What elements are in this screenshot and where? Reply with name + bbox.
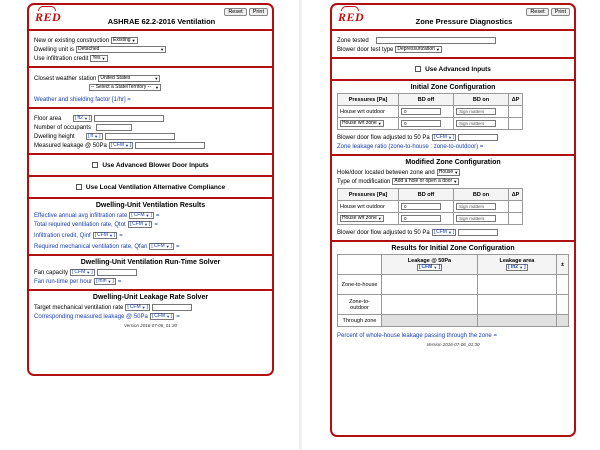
- req-mech-text: Required mechanical ventilation rate, Qfan: [34, 243, 148, 250]
- col-bd-on: BD on: [454, 189, 509, 201]
- runtime-title: Dwelling-Unit Ventilation Run-Time Solver: [80, 259, 221, 266]
- chevron-down-icon: ▼: [143, 222, 148, 227]
- chevron-down-icon: ▼: [454, 170, 459, 175]
- zone-house-leak: [382, 275, 478, 295]
- target-mech-input[interactable]: [152, 304, 192, 311]
- bd-flow-input[interactable]: [458, 134, 498, 141]
- leak-solver-title: Dwelling-Unit Leakage Rate Solver: [92, 294, 209, 301]
- zone-outdoor-leak: [382, 295, 478, 315]
- fan-runtime-unit-select[interactable]: [ min ▼ ]: [96, 278, 114, 284]
- chevron-down-icon: ▼: [435, 47, 440, 52]
- results-title: Dwelling-Unit Ventilation Results: [95, 202, 206, 209]
- chevron-down-icon: ▼: [131, 38, 136, 43]
- hole-label: Hole/door located between zone and: [337, 169, 435, 176]
- leakage-label: Measured leakage @ 50Pa: [34, 142, 107, 149]
- house-zone-bd-off-input[interactable]: 0: [401, 120, 441, 127]
- floor-area-label: Floor area: [34, 115, 62, 122]
- mod-bd-flow-label: Blower door flow adjusted to 50 Pa: [337, 229, 430, 236]
- version-text: Version 2016-07-06_01:30: [123, 323, 178, 328]
- table-row: [338, 213, 523, 225]
- chevron-down-icon: ▼: [377, 216, 382, 221]
- row-label: House wrt outdoor: [338, 106, 399, 118]
- panel-header: [29, 5, 272, 29]
- table-row: [338, 275, 569, 295]
- leakage-unit-select[interactable]: [ CFM ▼ ]: [110, 142, 132, 148]
- version-text: Version 2016-07-06_01:30: [426, 342, 480, 347]
- chevron-down-icon: ▼: [107, 279, 112, 284]
- house-outdoor-dp: [509, 106, 523, 118]
- mod-house-zone-bd-on-input[interactable]: Sign matters: [456, 215, 496, 222]
- panel-header: [332, 5, 574, 29]
- results-table: [337, 254, 569, 327]
- country-select[interactable]: United States ▼: [100, 75, 159, 81]
- col-bd-off: BD off: [399, 189, 454, 201]
- infil-credit-select[interactable]: Yes ▼: [92, 55, 106, 61]
- mod-bd-flow-input[interactable]: [458, 229, 498, 236]
- chevron-down-icon: ▼: [165, 244, 170, 249]
- weather-label: Closest weather station: [34, 75, 97, 82]
- fan-cap-input[interactable]: [97, 269, 137, 276]
- chevron-down-icon: ▼: [447, 230, 452, 235]
- occupants-input[interactable]: [96, 124, 132, 131]
- page-title: Zone Pressure Diagnostics: [415, 17, 513, 26]
- res-col-leak: Leakage @ 50Pa [ CFM ▼ ]: [382, 255, 478, 275]
- construction-select[interactable]: Existing ▼: [113, 37, 136, 43]
- chevron-down-icon: ▼: [101, 56, 106, 61]
- row-label: Zone-to-house: [338, 275, 382, 295]
- mod-house-outdoor-bd-off-input[interactable]: 0: [401, 203, 441, 210]
- construction-label: New or existing construction: [34, 37, 110, 44]
- chevron-down-icon: ▼: [447, 135, 452, 140]
- floor-area-input[interactable]: [94, 115, 164, 122]
- mod-type-label: Type of modification: [337, 178, 391, 185]
- modified-title: Modified Zone Configuration: [405, 159, 501, 166]
- zone-outdoor-pm: [557, 295, 569, 315]
- table-row: [338, 295, 569, 315]
- blower-type-select[interactable]: Depressurization ▼: [397, 46, 440, 52]
- house-outdoor-bd-off-input[interactable]: 0: [401, 108, 441, 115]
- page-title: ASHRAE 62.2-2016 Ventilation: [107, 17, 216, 26]
- res-col-area: Leakage area [ in2 ▼ ]: [477, 255, 556, 275]
- zone-leak-ratio-text: Zone leakage ratio (zone-to-house : zone-to-outdoor) =: [337, 143, 484, 150]
- corr-leak-unit-select[interactable]: [ CFM ▼ ]: [151, 313, 173, 319]
- res-col-pm: ±: [557, 255, 569, 275]
- state-select[interactable]: -- Select a State/Territory -- ▼: [91, 84, 159, 90]
- col-pressures: Pressures [Pa]: [338, 94, 399, 106]
- height-input[interactable]: [105, 133, 175, 140]
- mod-bd-flow-unit-select[interactable]: [ CFM ▼ ]: [433, 229, 455, 235]
- chevron-down-icon: ▼: [86, 270, 91, 275]
- mod-house-outdoor-bd-on-input[interactable]: Sign matters: [456, 203, 496, 210]
- chevron-down-icon: ▼: [155, 85, 159, 90]
- zone-house-pm: [557, 275, 569, 295]
- occupants-label: Number of occupants: [34, 124, 92, 131]
- fan-runtime-text: Fan run-time per hour: [34, 278, 93, 285]
- chevron-down-icon: ▼: [145, 213, 150, 218]
- target-mech-label: Target mechanical ventilation rate: [34, 304, 124, 311]
- zone-outdoor-area: [477, 295, 556, 315]
- adv-blower-label: Use Advanced Blower Door Inputs: [102, 161, 209, 169]
- dwelling-label: Dwelling unit is: [34, 46, 75, 53]
- chevron-down-icon: ▼: [377, 121, 382, 126]
- through-area: [477, 315, 556, 327]
- corr-leak-text: Corresponding measured leakage @ 50Pa: [34, 313, 148, 320]
- bd-flow-unit-select[interactable]: [ CFM ▼ ]: [433, 134, 455, 140]
- local-vent-checkbox[interactable]: [76, 184, 82, 190]
- percent-text: Percent of whole-house leakage passing through the zone =: [337, 332, 497, 339]
- chevron-down-icon: ▼: [108, 233, 113, 238]
- reset-button[interactable]: Reset: [526, 8, 548, 16]
- initial-pressure-table: [337, 93, 523, 130]
- mod-house-outdoor-dp: [509, 201, 523, 213]
- req-mech-unit-select[interactable]: [ CFM ▼ ]: [151, 243, 172, 249]
- shield-factor-text: Weather and shielding factor [1/hr] =: [34, 96, 131, 103]
- height-unit-select[interactable]: [ ft ▼ ]: [88, 133, 101, 139]
- zone-tested-label: Zone tested: [337, 37, 369, 44]
- modified-pressure-table: [337, 188, 523, 225]
- adv-blower-toggle[interactable]: [29, 155, 272, 175]
- adv-inputs-toggle[interactable]: [332, 59, 574, 79]
- adv-inputs-checkbox[interactable]: [415, 66, 421, 72]
- infil-credit-text: Infiltration credit, Qinf: [34, 232, 91, 239]
- floor-area-unit-select[interactable]: [ ft2 ▼ ]: [75, 115, 91, 121]
- house-zone-dp: [509, 118, 523, 130]
- table-row: [338, 315, 569, 327]
- zone-pressure-panel: [330, 3, 576, 437]
- chevron-down-icon: ▼: [433, 265, 438, 270]
- dwelling-select[interactable]: Detached ▼: [78, 46, 165, 52]
- col-bd-off: BD off: [399, 94, 454, 106]
- adv-blower-checkbox[interactable]: [92, 162, 98, 168]
- mod-house-zone-dp: [509, 213, 523, 225]
- col-bd-on: BD on: [454, 94, 509, 106]
- house-zone-bd-on-input[interactable]: Sign matters: [456, 120, 496, 127]
- total-req-text: Total required ventilation rate, Qtot: [34, 221, 126, 228]
- local-vent-label: Use Local Ventilation Alternative Compliance: [85, 183, 226, 191]
- hole-select[interactable]: House ▼: [438, 169, 459, 175]
- mod-house-zone-bd-off-input[interactable]: 0: [401, 215, 441, 222]
- eff-infil-unit-select[interactable]: [ CFM ▼ ]: [131, 212, 152, 218]
- chevron-down-icon: ▼: [125, 143, 130, 148]
- red-logo: RED: [338, 10, 365, 24]
- chevron-down-icon: ▼: [83, 116, 88, 121]
- window-divider: [299, 0, 302, 450]
- leakage-input[interactable]: [135, 142, 205, 149]
- mod-type-select[interactable]: Add a hole or open a door ▼: [394, 178, 458, 184]
- table-row: [338, 201, 523, 213]
- print-button[interactable]: Print: [551, 8, 570, 16]
- mod-house-zone-select[interactable]: House wrt zone ▼: [342, 215, 382, 221]
- chevron-down-icon: ▼: [154, 76, 159, 81]
- zone-house-area: [477, 275, 556, 295]
- through-pm: [557, 315, 569, 327]
- row-label: Through zone: [338, 315, 382, 327]
- chevron-down-icon: ▼: [453, 179, 458, 184]
- ventilation-panel: RED ASHRAE 62.2-2016 Ventilation Reset Print New or existing construction Existing ▼ Dwelling unit is Detached ▼ Use infiltration credit Yes ▼ Closest weather station United States ▼ -- Select a State/Territory -- ▼ Weather and shielding factor [1/hr] = Floor area [ ft2 ▼ ] Number of occupants Dwelling height [ ft ▼ ] Measured leakage @ 50Pa [ CFM ▼ ] Use Advanced Blower Door Inputs Use Local Ventilation Alternative Compliance Dwelling-Unit Ventilation Results Effective annual avg infiltration rate [ CFM ▼ ] = Total required ventilation rate, Qtot [ CFM ▼ ] = Infiltration credit, Qinf [ CFM ▼ ] = Required mechanical ventilation rate, Qfan [ CFM ▼ ] = Dwelling-Unit Ventilation Run-Time Solver Fan capacity [ CFM ▼ ] Fan run-time per hour [ min ▼ ] = Dwelling-Unit Leakage Rate Solver Target mechanical ventilation rate [ CFM ▼ ] Corresponding measured leakage @ 50Pa [ CFM ▼ ] = Version 2016-07-06_01:30: [27, 3, 274, 376]
- red-logo: RED: [35, 10, 62, 24]
- eff-infil-text: Effective annual avg infiltration rate: [34, 212, 128, 219]
- local-vent-toggle[interactable]: [29, 177, 272, 197]
- bd-flow-label: Blower door flow adjusted to 50 Pa: [337, 134, 430, 141]
- blower-type-label: Blower door test type: [337, 46, 394, 53]
- print-button[interactable]: Print: [249, 8, 268, 16]
- chevron-down-icon: ▼: [519, 265, 524, 270]
- reset-button[interactable]: Reset: [224, 8, 246, 16]
- height-label: Dwelling height: [34, 133, 75, 140]
- infil-credit-unit-select[interactable]: [ CFM ▼ ]: [94, 232, 116, 238]
- house-zone-select[interactable]: House wrt zone ▼: [342, 120, 382, 126]
- chevron-down-icon: ▼: [94, 134, 99, 139]
- target-mech-unit-select[interactable]: [ CFM ▼ ]: [127, 304, 148, 310]
- fan-cap-unit-select[interactable]: [ CFM ▼ ]: [72, 269, 93, 275]
- infil-credit-label: Use infiltration credit: [34, 55, 89, 62]
- through-leak: [382, 315, 478, 327]
- house-outdoor-bd-on-input[interactable]: Sign matters: [456, 108, 496, 115]
- chevron-down-icon: ▼: [166, 314, 171, 319]
- total-req-unit-select[interactable]: [ CFM ▼ ]: [129, 221, 151, 227]
- fan-cap-label: Fan capacity: [34, 269, 69, 276]
- col-dp: ΔP: [509, 94, 523, 106]
- results-title: Results for Initial Zone Configuration: [391, 245, 515, 252]
- col-dp: ΔP: [509, 189, 523, 201]
- res-leak-unit-select[interactable]: [ CFM ▼ ]: [418, 264, 440, 270]
- col-pressures: Pressures [Pa]: [338, 189, 399, 201]
- initial-title: Initial Zone Configuration: [410, 84, 496, 91]
- zone-tested-input[interactable]: [376, 37, 496, 44]
- row-label: House wrt outdoor: [338, 201, 399, 213]
- row-label: Zone-to-outdoor: [338, 295, 382, 315]
- res-area-unit-select[interactable]: [ in2 ▼ ]: [508, 264, 526, 270]
- adv-inputs-label: Use Advanced Inputs: [425, 65, 491, 73]
- table-row: [338, 118, 523, 130]
- results-corner: [338, 255, 382, 275]
- chevron-down-icon: ▼: [141, 305, 146, 310]
- table-row: [338, 106, 523, 118]
- chevron-down-icon: ▼: [160, 47, 165, 52]
